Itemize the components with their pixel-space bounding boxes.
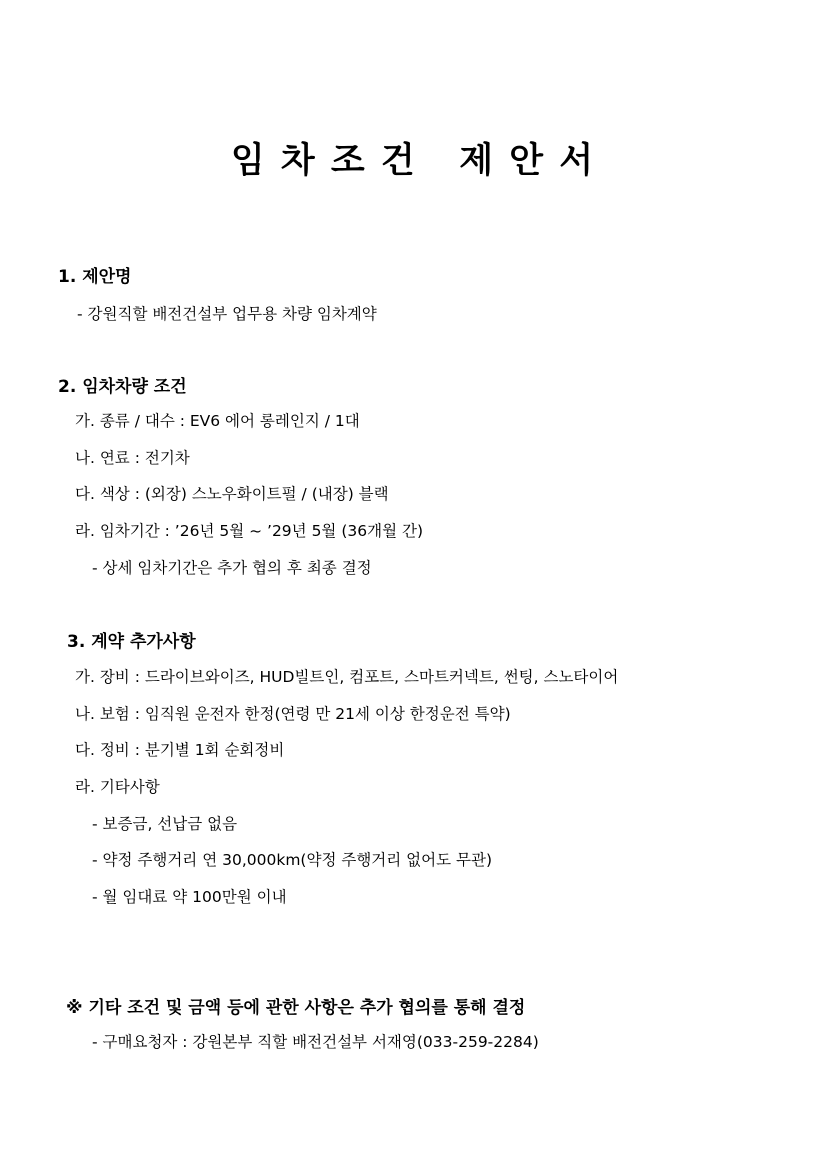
section-2-heading: 2. 임차차량 조건 [58,377,187,397]
section-3-item-rent: - 월 임대료 약 100만원 이내 [92,888,287,906]
section-2-item-color: 다. 색상 : (외장) 스노우화이트펄 / (내장) 블랙 [75,485,389,503]
section-1-heading: 1. 제안명 [58,267,132,287]
section-3-item-mileage: - 약정 주행거리 연 30,000km(약정 주행거리 없어도 무관) [92,851,493,869]
section-2-item-fuel: 나. 연료 : 전기차 [75,449,190,467]
section-3-item-other: 라. 기타사항 [75,778,160,796]
note-text: ※ 기타 조건 및 금액 등에 관한 사항은 추가 협의를 통해 결정 [66,998,526,1018]
section-1-item-1: - 강원직할 배전건설부 업무용 차량 임차계약 [77,305,377,323]
section-3-item-equipment: 가. 장비 : 드라이브와이즈, HUD빌트인, 컴포트, 스마트커넥트, 썬팅, 스노타이어 [75,668,619,686]
section-2-item-period-detail: - 상세 임차기간은 추가 협의 후 최종 결정 [92,559,372,577]
section-3-item-insurance: 나. 보험 : 임직원 운전자 한정(연령 만 21세 이상 한정운전 특약) [75,705,511,723]
section-3-heading: 3. 계약 추가사항 [67,632,196,652]
section-3-item-maintenance: 다. 정비 : 분기별 1회 순회정비 [75,741,285,759]
section-2-item-period: 라. 임차기간 : ’26년 5월 ~ ’29년 5월 (36개월 간) [75,522,423,540]
note-contact: - 구매요청자 : 강원본부 직할 배전건설부 서재영(033-259-2284) [92,1033,539,1051]
section-2-item-type: 가. 종류 / 대수 : EV6 에어 롱레인지 / 1대 [75,412,360,430]
section-3-item-deposit: - 보증금, 선납금 없음 [92,815,238,833]
document-title: 임 차 조 건 제 안 서 [230,141,596,181]
